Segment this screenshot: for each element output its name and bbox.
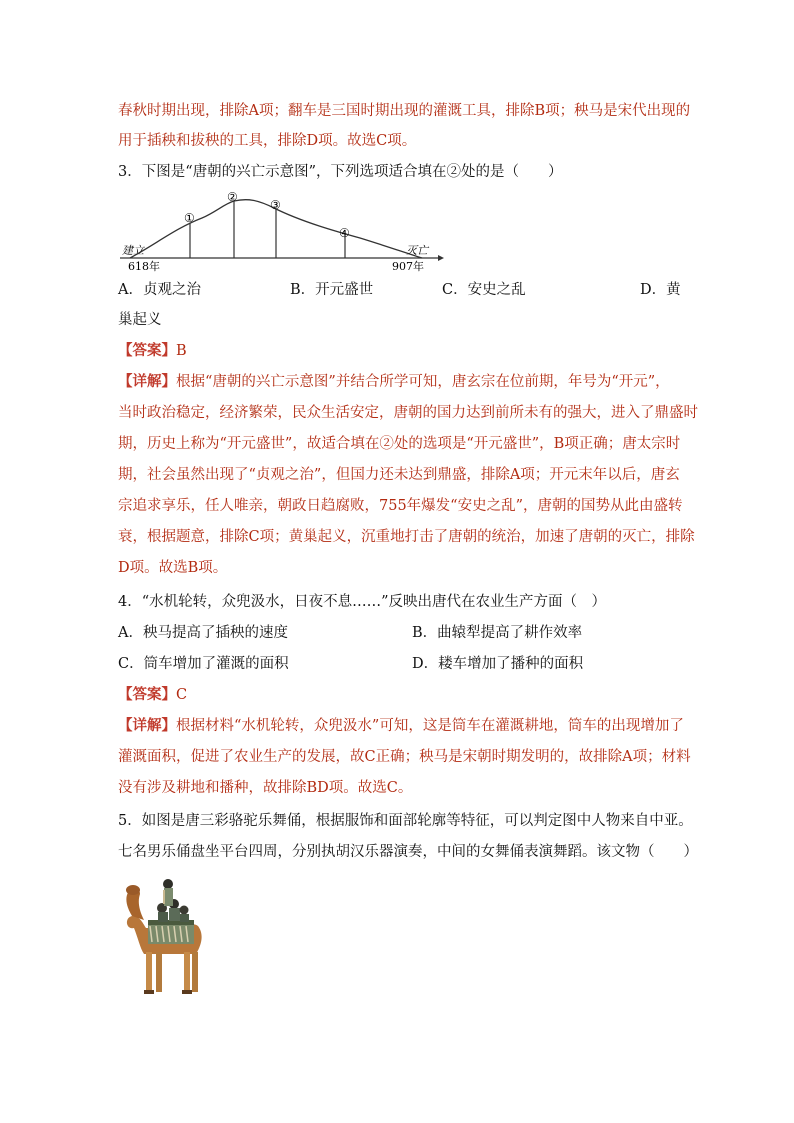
analysis-tag: 【详解】 [118,717,176,734]
q4-analysis-line [118,716,684,736]
q3-option-c: C．安史之乱 [442,282,526,298]
marker-2: ② [227,190,238,204]
answer-tag: 【答案】 [118,342,176,359]
answer-value: B [176,343,187,359]
q3-option-d-part1: D．黄 [640,282,681,298]
axis-arrow-icon [438,255,444,261]
answer-value: C [176,687,188,703]
q3-stem: 3．下图是“唐朝的兴亡示意图”，下列选项适合填在②处的是（ ） [118,164,563,180]
q3-analysis-line: 当时政治稳定，经济繁荣，民众生活安定，唐朝的国力达到前所未有的强大，进入了鼎盛时 [118,405,698,421]
q2-analysis-line1: 春秋时期出现，排除A项；翻车是三国时期出现的灌溉工具，排除B项；秧马是宋代出现的 [118,103,691,119]
analysis-text: 根据“唐朝的兴亡示意图”并结合所学可知，唐玄宗在位前期，年号为“开元”， [176,374,670,390]
q3-option-d-part2: 巢起义 [118,312,162,328]
q3-analysis-line: 期，社会虽然出现了“贞观之治”，但国力还未达到鼎盛，排除A项；开元末年以后，唐玄 [118,467,680,483]
q4-analysis-line: 灌溉面积，促进了农业生产的发展，故C正确；秧马是宋朝时期发明的，故排除A项；材料 [118,749,691,765]
q4-option-b: B．曲辕犁提高了耕作效率 [412,625,583,641]
q4-option-c: C．筒车增加了灌溉的面积 [118,656,289,672]
q5-stem-line: 5．如图是唐三彩骆驼乐舞俑，根据服饰和面部轮廓等特征，可以判定图中人物来自中亚。 [118,813,693,829]
q3-analysis-line: 宗追求享乐，任人唯亲，朝政日趋腐败，755年爆发“安史之乱”，唐朝的国势从此由盛转 [118,498,683,514]
tang-rise-fall-diagram [116,188,446,274]
q3-analysis-line: D项。故选B项。 [118,560,228,576]
marker-4: ④ [339,226,350,240]
q3-option-b: B．开元盛世 [290,282,374,298]
q4-answer [118,685,187,705]
q3-analysis-line [118,372,670,392]
q3-analysis-line: 衰，根据题意，排除C项；黄巢起义，沉重地打击了唐朝的统治，加速了唐朝的灭亡，排除 [118,529,695,545]
end-year: 907年 [392,260,424,273]
end-label: 灭亡 [406,244,428,257]
q4-stem: 4．“水机轮转，众兜汲水，日夜不息……”反映出唐代在农业生产方面（ ） [118,594,607,610]
q3-option-a: A．贞观之治 [118,282,201,298]
q3-answer [118,341,187,361]
q5-stem-line: 七名男乐俑盘坐平台四周，分别执胡汉乐器演奏，中间的女舞俑表演舞蹈。该文物（ ） [118,844,698,860]
analysis-tag: 【详解】 [118,373,176,390]
q4-option-a: A．秧马提高了插秧的速度 [118,625,288,641]
answer-tag: 【答案】 [118,686,176,703]
marker-1: ① [184,211,195,225]
q2-analysis-line2: 用于插秧和拔秧的工具，排除D项。故选C项。 [118,133,417,149]
camel-figurine-image [118,876,214,1000]
q4-analysis-line: 没有涉及耕地和播种，故排除BD项。故选C。 [118,780,413,796]
start-label: 建立 [122,244,144,257]
q3-analysis-line: 期，历史上称为“开元盛世”，故适合填在②处的选项是“开元盛世”，B项正确；唐太宗时 [118,436,681,452]
start-year: 618年 [128,260,160,273]
analysis-text: 根据材料“水机轮转，众兜汲水”可知，这是筒车在灌溉耕地，筒车的出现增加了 [176,718,684,734]
q4-option-d: D．耧车增加了播种的面积 [412,656,584,672]
marker-3: ③ [270,198,281,212]
